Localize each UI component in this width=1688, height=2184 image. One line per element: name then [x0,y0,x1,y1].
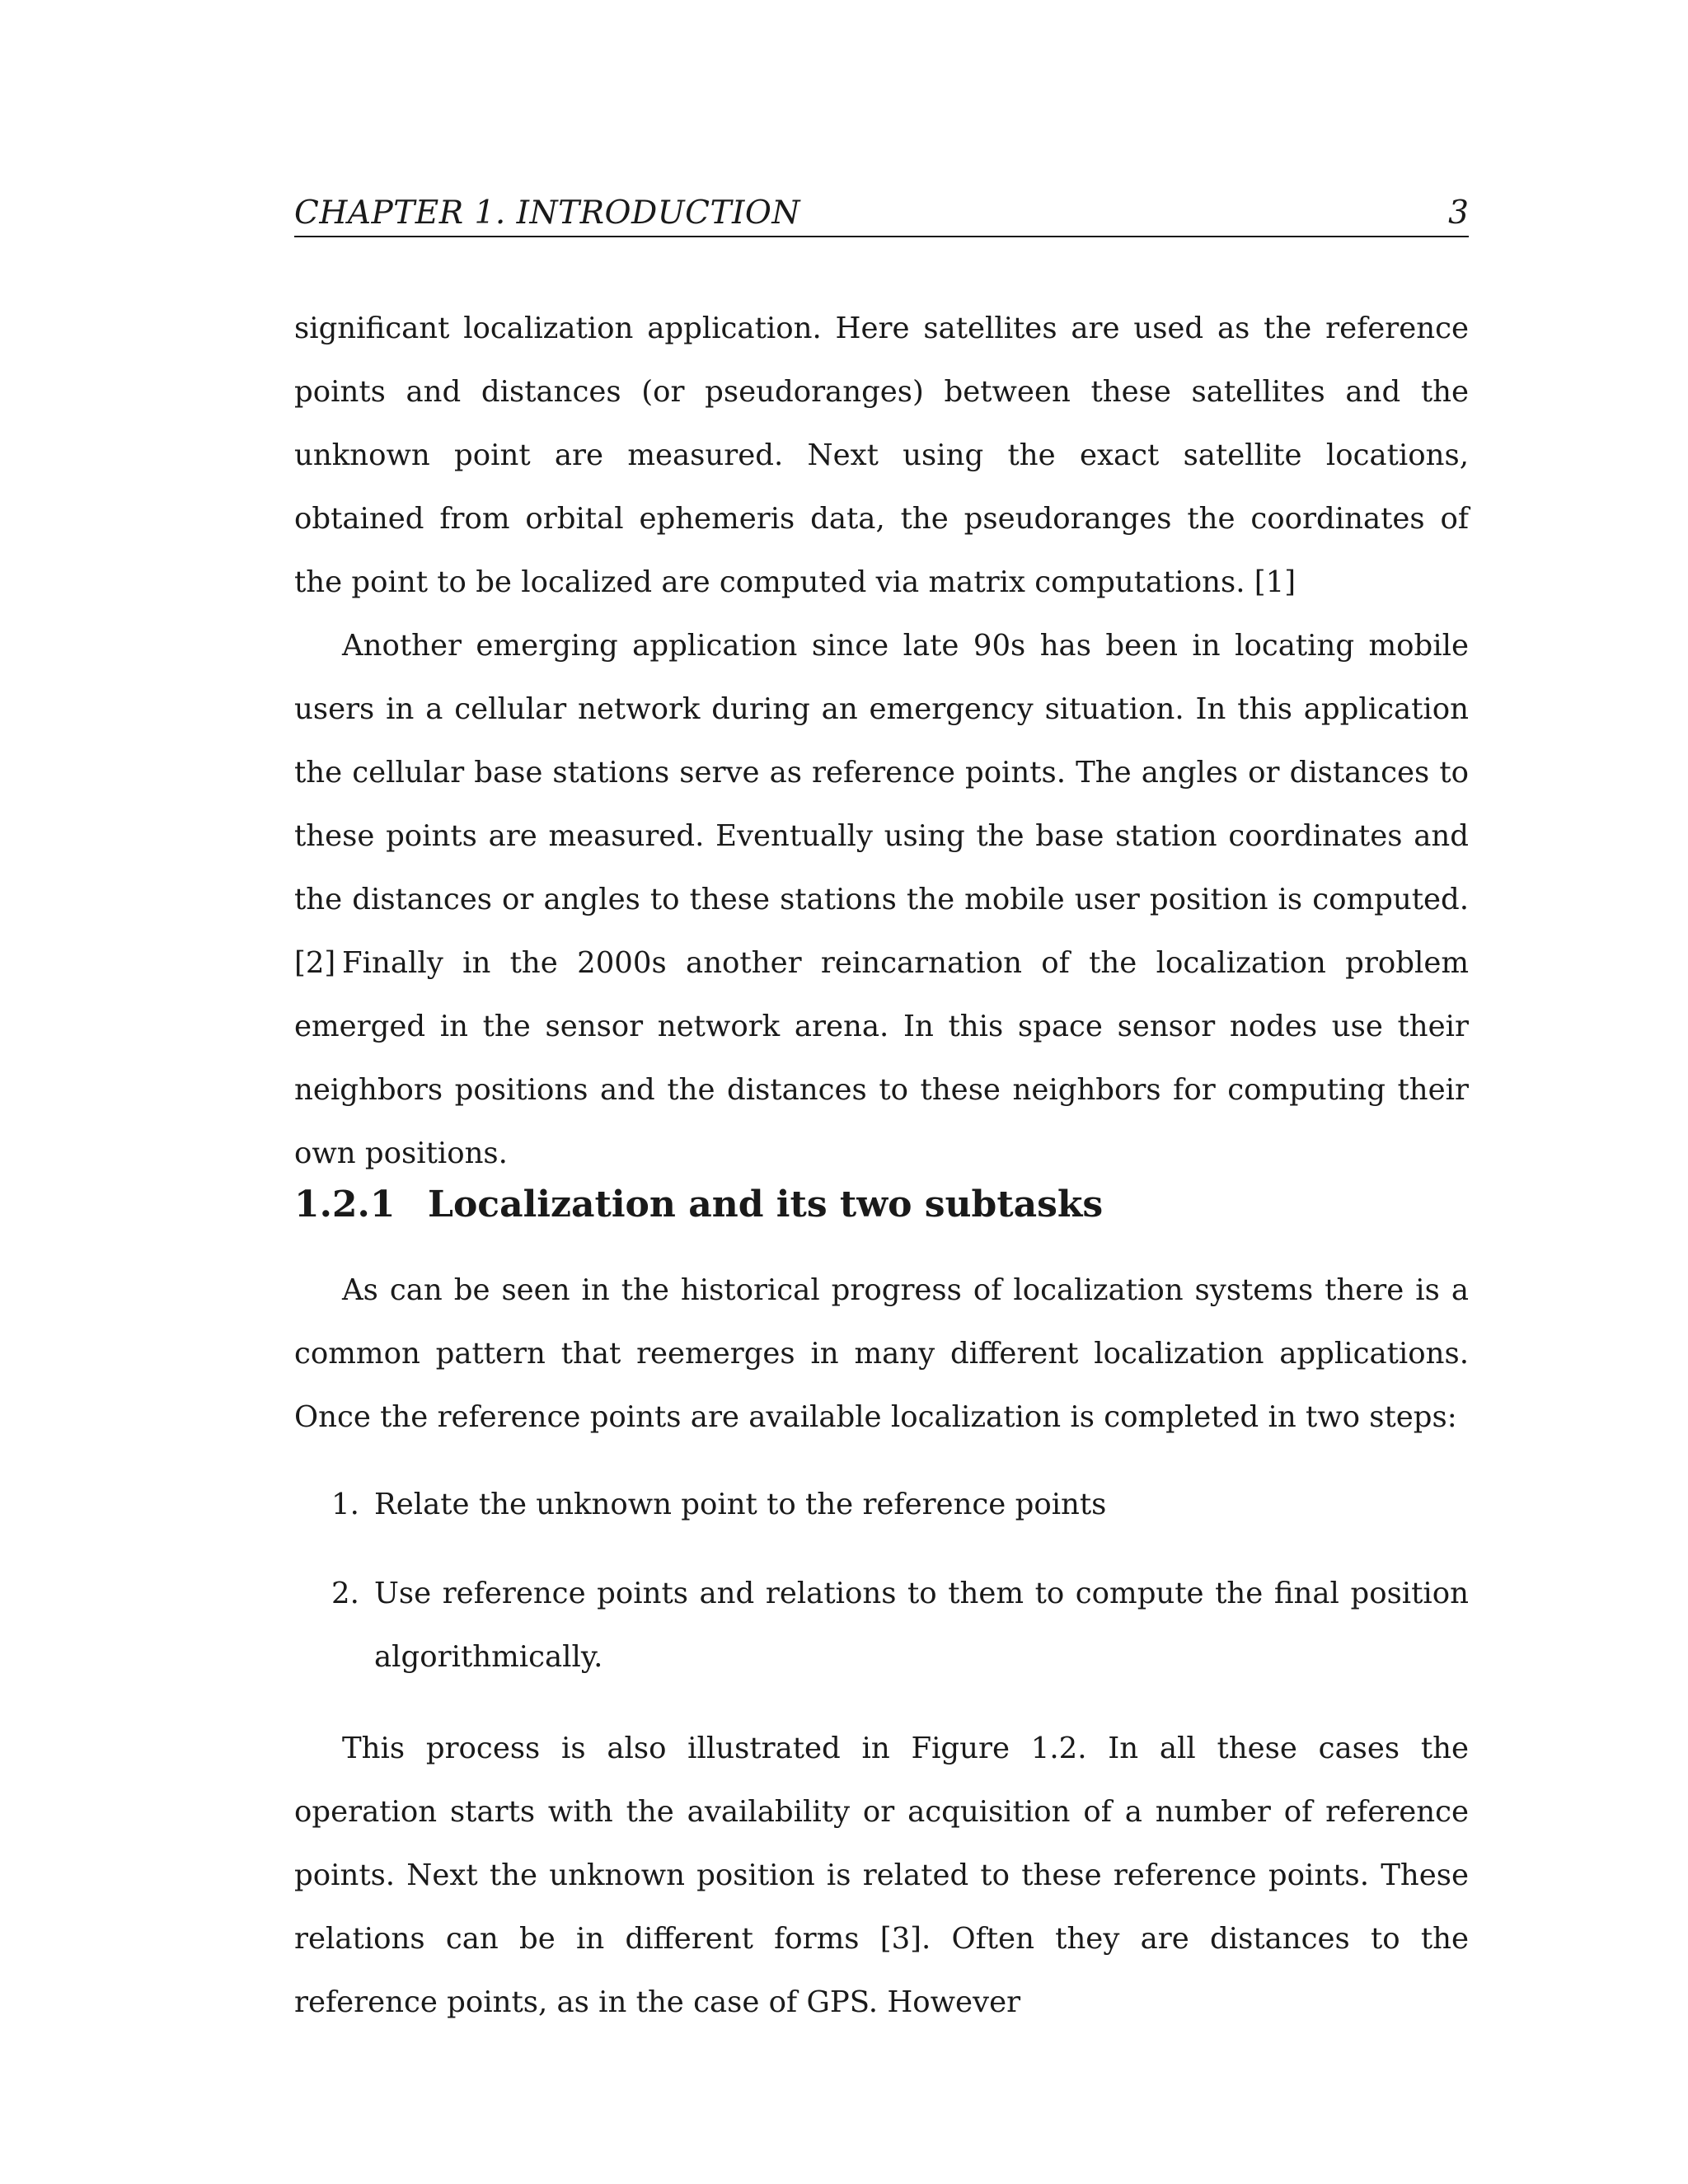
paragraph-gps: significant localization application. Here satellites are used as the reference points and distances (or pseudoranges) between these satellites and the unknown point are measured. Next using the exact satellite locations, obtained from orbital ephemeris data, the pseudoranges the coordinates of the point to be localized are computed via matrix computations. [1] [294,312,1469,599]
paragraph-process: This process is also illustrated in Figure 1.2. In all these cases the operation starts with the availability or acquisition of a number of reference points. Next the unknown position is related to these reference points. These relations can be in different forms [3]. Often they are distances to the reference points, as in the case of GPS. However [294,1732,1469,2019]
section-title: Localization and its two subtasks [428,1183,1104,1226]
chapter-title: CHAPTER 1. INTRODUCTION [294,194,800,232]
list-item-text: Use reference points and relations to them to compute the final position algorithmically. [374,1577,1469,1674]
list-item [294,1562,1469,1689]
document-page [294,0,1469,2184]
list-item [294,1473,1469,1536]
list-item-number: 2. [331,1577,359,1610]
list-item-text: Relate the unknown point to the reference points [374,1488,1107,1521]
running-header [294,191,1469,237]
paragraph-common-pattern: As can be seen in the historical progress of localization systems there is a common pattern that reemerges in many different localization applications. Once the reference points are available localization is completed in two steps: [294,1273,1469,1434]
section-number: 1.2.1 [294,1183,396,1226]
section-heading [294,1180,1469,1230]
paragraph-sensor-network: Finally in the 2000s another reincarnation of the localization problem emerged in the sensor network arena. In this space sensor nodes use their neighbors positions and the distances to these neighbors for computing their own positions. [294,946,1469,1170]
list-item-number: 1. [331,1488,359,1521]
paragraph-cellular: Another emerging application since late 90s has been in locating mobile users in a cellular network during an emergency situation. In this application the cellular base stations serve as reference points. The angles or distances to these points are measured. Eventually using the base station coordinates and the distances or angles to these stations the mobile user position is computed.[2] [294,629,1469,980]
page-number: 3 [1448,194,1469,232]
steps-list [294,1473,1469,1689]
